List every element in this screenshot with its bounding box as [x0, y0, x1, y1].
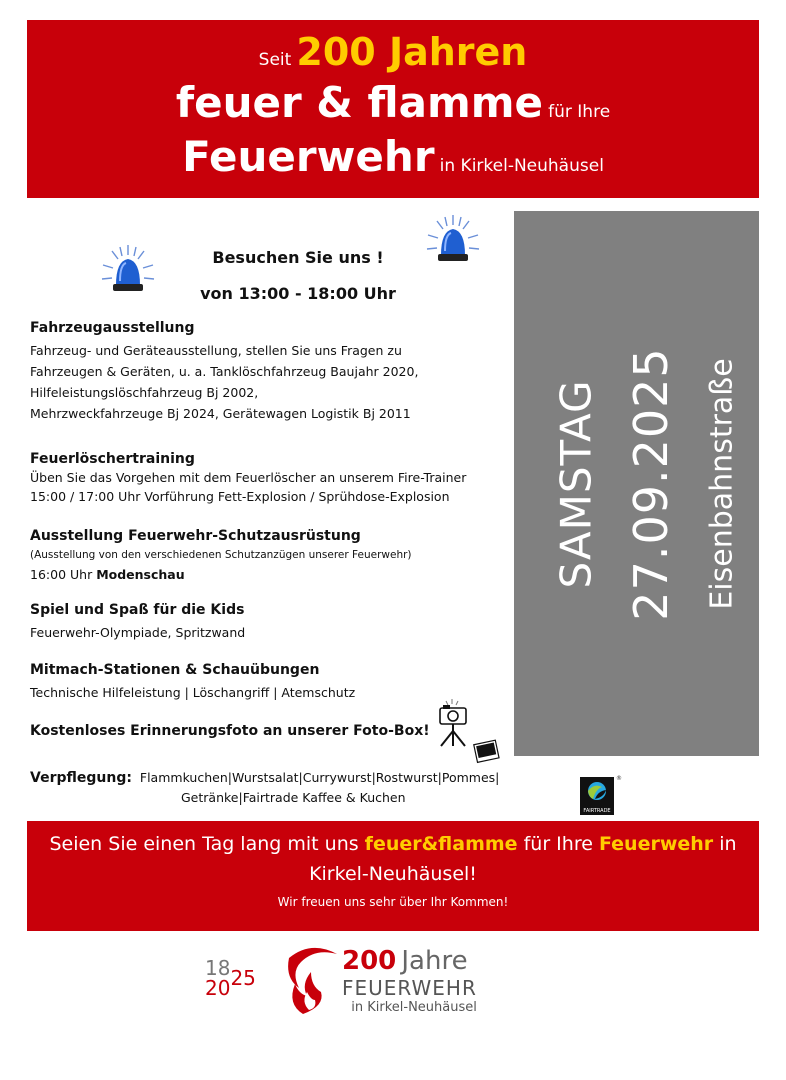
- section-note: (Ausstellung von den verschiedenen Schutzanzügen unserer Feuerwehr): [30, 549, 412, 561]
- footer-text: Seien Sie einen Tag lang mit uns: [49, 833, 365, 855]
- section-line: Fahrzeug- und Geräteausstellung, stellen Sie uns Fragen zu: [30, 343, 402, 358]
- logo-year-top: 18: [205, 956, 231, 980]
- header-banner: [27, 20, 759, 198]
- fairtrade-label: FAIRTRADE: [580, 807, 614, 815]
- header-jahren: 200 Jahren: [296, 30, 528, 74]
- logo-feuerwehr: FEUERWEHR: [342, 976, 477, 1000]
- section-title: Spiel und Spaß für die Kids: [30, 602, 245, 618]
- section-line: 15:00 / 17:00 Uhr Vorführung Fett-Explosion / Sprühdose-Explosion: [30, 489, 450, 504]
- section-training: [30, 451, 510, 506]
- day-label: SAMSTAG: [551, 378, 601, 589]
- food-line-1: [30, 768, 520, 788]
- logo-location: in Kirkel-Neuhäusel: [351, 1000, 477, 1015]
- logo-years: [205, 958, 256, 998]
- food-items-2: Getränke|Fairtrade Kaffee & Kuchen: [181, 790, 406, 805]
- visit-hours: von 13:00 - 18:00 Uhr: [200, 284, 396, 303]
- visit-block: [148, 240, 448, 312]
- section-food: [30, 768, 520, 808]
- footer-highlight: feuer&flamme: [364, 833, 518, 855]
- show-time: 16:00 Uhr: [30, 567, 93, 582]
- section-stations: [30, 662, 510, 703]
- visit-line-1: Besuchen Sie uns !: [212, 248, 384, 267]
- footer-text: für Ihre: [517, 833, 599, 855]
- footer-highlight: Feuerwehr: [598, 833, 714, 855]
- header-feuerwehr: Feuerwehr: [182, 132, 435, 181]
- header-line-1: [27, 30, 759, 74]
- registered-icon: ®: [616, 775, 622, 782]
- footer-line-3: Wir freuen uns sehr über Ihr Kommen!: [277, 895, 509, 909]
- logo-year-suffix: 25: [230, 966, 256, 990]
- fairtrade-icon: [580, 777, 614, 807]
- section-line: Üben Sie das Vorgehen mit dem Feuerlöscher an unserem Fire-Trainer: [30, 470, 467, 485]
- logo-jahre: Jahre: [401, 946, 468, 976]
- show-name: Modenschau: [96, 567, 185, 582]
- fairtrade-logo: [580, 777, 620, 815]
- section-line: [30, 566, 510, 584]
- footer-banner: [27, 821, 759, 931]
- section-vehicles: [30, 320, 510, 424]
- section-title: Ausstellung Feuerwehr-Schutzausrüstung: [30, 528, 361, 544]
- section-line: Technische Hilfeleistung | Löschangriff | Atemschutz: [30, 685, 356, 700]
- section-line: Fahrzeugen & Geräten, u. a. Tanklöschfahrzeug Baujahr 2020,: [30, 364, 419, 379]
- food-title: Verpflegung:: [30, 770, 132, 786]
- section-title: Kostenloses Erinnerungsfoto an unserer Foto-Box!: [30, 723, 430, 739]
- flame-icon: [281, 944, 341, 1016]
- section-title: Feuerlöschertraining: [30, 451, 195, 467]
- section-line: Hilfeleistungslöschfahrzeug Bj 2002,: [30, 385, 259, 400]
- header-line-2: [27, 78, 759, 127]
- camera-icon: [432, 698, 504, 768]
- logo-text: [342, 946, 477, 1015]
- section-title: Fahrzeugausstellung: [30, 320, 195, 336]
- section-gear: [30, 528, 510, 584]
- header-line-3: [27, 132, 759, 181]
- section-kids: [30, 602, 510, 643]
- food-items-1: Flammkuchen|Wurstsalat|Currywurst|Rostwurst|Pommes|: [139, 770, 500, 785]
- logo-year-bottom: 20: [205, 976, 231, 1000]
- header-fuer-ihre: für Ihre: [548, 102, 611, 122]
- date-panel: [514, 211, 759, 756]
- date-label: 27.09.2025: [624, 346, 678, 621]
- section-title: Mitmach-Stationen & Schauübungen: [30, 662, 320, 678]
- footer-text: in: [713, 833, 737, 855]
- footer-line-1: [27, 833, 759, 855]
- header-location: in Kirkel-Neuhäusel: [439, 156, 604, 176]
- section-line: Feuerwehr-Olympiade, Spritzwand: [30, 625, 246, 640]
- logo-count: 200: [342, 946, 397, 976]
- street-label: Eisenbahnstraße: [704, 357, 740, 610]
- section-line: Mehrzweckfahrzeuge Bj 2024, Gerätewagen Logistik Bj 2011: [30, 406, 411, 421]
- footer-line-2: Kirkel-Neuhäusel!: [309, 863, 477, 885]
- header-seit: Seit: [258, 50, 292, 70]
- header-feuer-flamme: feuer & flamme: [175, 78, 544, 127]
- anniversary-logo: [205, 944, 515, 1024]
